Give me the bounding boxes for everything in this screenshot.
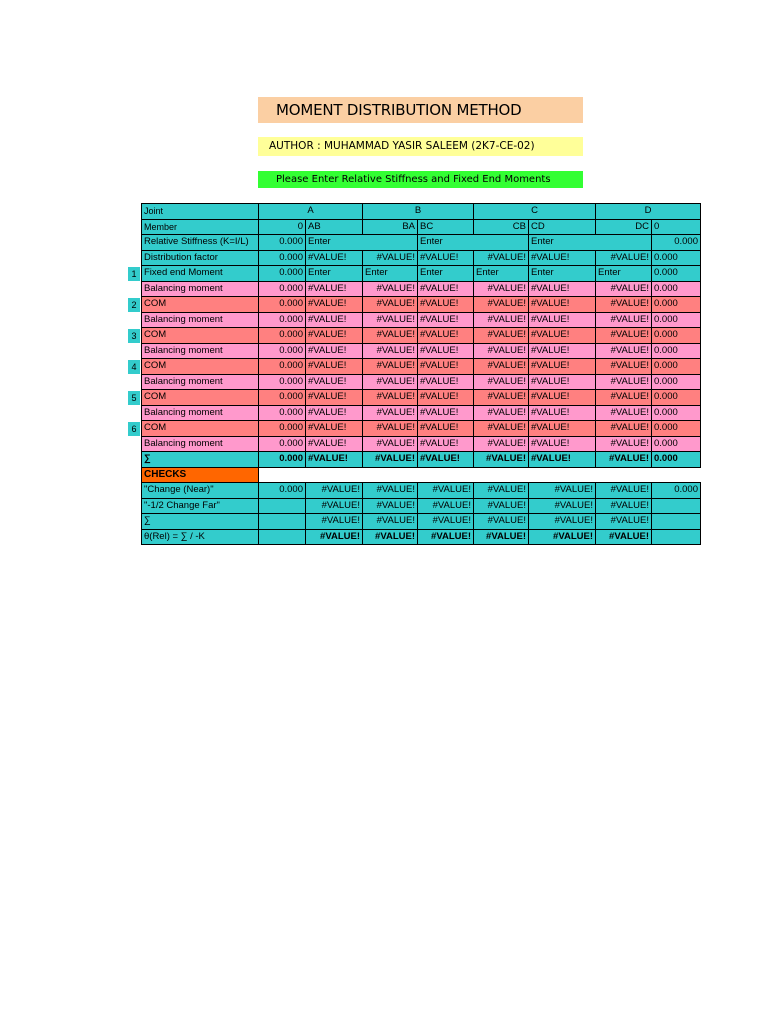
cell: 0.000 bbox=[652, 421, 701, 437]
com-row bbox=[142, 390, 701, 406]
row-label: COM bbox=[142, 421, 259, 437]
fem-dc-input[interactable]: Enter bbox=[596, 266, 652, 282]
cell bbox=[259, 498, 306, 514]
member-row bbox=[142, 219, 701, 235]
cell: #VALUE! bbox=[596, 421, 652, 437]
row-label: COM bbox=[142, 328, 259, 344]
cell: #VALUE! bbox=[529, 421, 596, 437]
cell: #VALUE! bbox=[363, 343, 418, 359]
cell: #VALUE! bbox=[474, 483, 529, 499]
cell: #VALUE! bbox=[596, 514, 652, 530]
cell: #VALUE! bbox=[529, 514, 596, 530]
cell: 0.000 bbox=[259, 390, 306, 406]
member-bc: BC bbox=[418, 219, 474, 235]
row-number-3: 3 bbox=[128, 329, 140, 343]
cell: #VALUE! bbox=[529, 483, 596, 499]
cell: 0.000 bbox=[259, 266, 306, 282]
cell: #VALUE! bbox=[306, 452, 363, 468]
sheet-title: MOMENT DISTRIBUTION METHOD bbox=[258, 97, 583, 123]
row-label: ∑ bbox=[142, 452, 259, 468]
cell: #VALUE! bbox=[596, 390, 652, 406]
row-label: Distribution factor bbox=[142, 250, 259, 266]
cell: #VALUE! bbox=[363, 405, 418, 421]
cell: #VALUE! bbox=[363, 514, 418, 530]
row-number-2: 2 bbox=[128, 298, 140, 312]
cell: #VALUE! bbox=[596, 312, 652, 328]
cell: 0.000 bbox=[652, 343, 701, 359]
cell: #VALUE! bbox=[418, 374, 474, 390]
cell: #VALUE! bbox=[596, 297, 652, 313]
cell: 0.000 bbox=[259, 436, 306, 452]
cell: #VALUE! bbox=[596, 343, 652, 359]
author-line: AUTHOR : MUHAMMAD YASIR SALEEM (2K7-CE-02) bbox=[258, 137, 583, 156]
stiffness-row bbox=[142, 235, 701, 251]
cell: #VALUE! bbox=[306, 328, 363, 344]
cell: #VALUE! bbox=[418, 436, 474, 452]
row-label: Balancing moment bbox=[142, 436, 259, 452]
cell: #VALUE! bbox=[596, 529, 652, 545]
cell: #VALUE! bbox=[596, 250, 652, 266]
cell: #VALUE! bbox=[363, 312, 418, 328]
row-label: COM bbox=[142, 359, 259, 375]
cell: #VALUE! bbox=[474, 421, 529, 437]
cell: 0.000 bbox=[259, 312, 306, 328]
check-far-row bbox=[142, 498, 701, 514]
checks-header-row bbox=[142, 467, 701, 483]
cell: #VALUE! bbox=[474, 452, 529, 468]
com-row bbox=[142, 297, 701, 313]
cell: #VALUE! bbox=[596, 452, 652, 468]
cell: 0.000 bbox=[652, 281, 701, 297]
cell: #VALUE! bbox=[363, 328, 418, 344]
cell: 0.000 bbox=[259, 405, 306, 421]
cell: 0.000 bbox=[259, 343, 306, 359]
cell: #VALUE! bbox=[418, 483, 474, 499]
cell: #VALUE! bbox=[529, 405, 596, 421]
joint-b: B bbox=[363, 204, 474, 220]
cell: #VALUE! bbox=[418, 529, 474, 545]
moment-distribution-table bbox=[141, 203, 701, 545]
cell: 0.000 bbox=[652, 390, 701, 406]
blank-cell bbox=[259, 467, 701, 483]
cell: #VALUE! bbox=[529, 529, 596, 545]
cell bbox=[652, 514, 701, 530]
fem-ba-input[interactable]: Enter bbox=[363, 266, 418, 282]
cell: #VALUE! bbox=[306, 281, 363, 297]
cell: #VALUE! bbox=[474, 250, 529, 266]
cell: 0.000 bbox=[259, 281, 306, 297]
cell: #VALUE! bbox=[529, 359, 596, 375]
row-label: Fixed end Moment bbox=[142, 266, 259, 282]
cell: 0.000 bbox=[652, 452, 701, 468]
fem-cd-input[interactable]: Enter bbox=[529, 266, 596, 282]
cell: #VALUE! bbox=[418, 452, 474, 468]
row-label: Balancing moment bbox=[142, 343, 259, 359]
com-row bbox=[142, 421, 701, 437]
row-label: Balancing moment bbox=[142, 281, 259, 297]
cell: #VALUE! bbox=[474, 297, 529, 313]
cell: #VALUE! bbox=[529, 343, 596, 359]
cell: #VALUE! bbox=[474, 529, 529, 545]
cell: 0.000 bbox=[652, 374, 701, 390]
cell: 0.000 bbox=[652, 297, 701, 313]
cell: #VALUE! bbox=[418, 343, 474, 359]
cell: #VALUE! bbox=[596, 328, 652, 344]
cell: #VALUE! bbox=[363, 436, 418, 452]
balancing-row bbox=[142, 281, 701, 297]
joint-a: A bbox=[259, 204, 363, 220]
row-label: Balancing moment bbox=[142, 405, 259, 421]
stiffness-cd-input[interactable]: Enter bbox=[529, 235, 652, 251]
cell: #VALUE! bbox=[306, 421, 363, 437]
member-cb: CB bbox=[474, 219, 529, 235]
cell: #VALUE! bbox=[306, 312, 363, 328]
cell: #VALUE! bbox=[363, 281, 418, 297]
cell: #VALUE! bbox=[474, 359, 529, 375]
cell: #VALUE! bbox=[474, 436, 529, 452]
row-label: Balancing moment bbox=[142, 312, 259, 328]
cell: #VALUE! bbox=[418, 297, 474, 313]
cell: 0.000 bbox=[259, 328, 306, 344]
cell bbox=[652, 529, 701, 545]
row-label: ∑ bbox=[142, 514, 259, 530]
member-ab: AB bbox=[306, 219, 363, 235]
cell: #VALUE! bbox=[596, 405, 652, 421]
cell: #VALUE! bbox=[418, 312, 474, 328]
cell: #VALUE! bbox=[418, 514, 474, 530]
cell: #VALUE! bbox=[306, 483, 363, 499]
cell: #VALUE! bbox=[306, 498, 363, 514]
cell: #VALUE! bbox=[363, 452, 418, 468]
cell: #VALUE! bbox=[529, 436, 596, 452]
cell: 0.000 bbox=[652, 312, 701, 328]
cell: #VALUE! bbox=[363, 421, 418, 437]
cell: #VALUE! bbox=[529, 452, 596, 468]
cell: 0.000 bbox=[652, 436, 701, 452]
cell: #VALUE! bbox=[418, 390, 474, 406]
sum-row bbox=[142, 452, 701, 468]
row-number-6: 6 bbox=[128, 422, 140, 436]
cell: 0.000 bbox=[652, 235, 701, 251]
checks-heading: CHECKS bbox=[142, 467, 259, 483]
balancing-row bbox=[142, 343, 701, 359]
cell: 0.000 bbox=[652, 483, 701, 499]
cell: #VALUE! bbox=[418, 359, 474, 375]
row-number-4: 4 bbox=[128, 360, 140, 374]
fem-ab-input[interactable]: Enter bbox=[306, 266, 363, 282]
cell: #VALUE! bbox=[306, 405, 363, 421]
distribution-row bbox=[142, 250, 701, 266]
row-label: "-1/2 Change Far" bbox=[142, 498, 259, 514]
balancing-row bbox=[142, 374, 701, 390]
member-cd: CD bbox=[529, 219, 596, 235]
stiffness-ab-input[interactable]: Enter bbox=[306, 235, 418, 251]
check-near-row bbox=[142, 483, 701, 499]
com-row bbox=[142, 328, 701, 344]
cell bbox=[652, 498, 701, 514]
row-number-5: 5 bbox=[128, 391, 140, 405]
cell: #VALUE! bbox=[474, 498, 529, 514]
cell: #VALUE! bbox=[529, 328, 596, 344]
check-sum-row bbox=[142, 514, 701, 530]
cell: #VALUE! bbox=[474, 514, 529, 530]
cell: 0.000 bbox=[259, 359, 306, 375]
cell: #VALUE! bbox=[363, 297, 418, 313]
cell: #VALUE! bbox=[363, 529, 418, 545]
cell: #VALUE! bbox=[474, 390, 529, 406]
cell: #VALUE! bbox=[363, 483, 418, 499]
cell: #VALUE! bbox=[306, 250, 363, 266]
instruction-line: Please Enter Relative Stiffness and Fixed End Moments bbox=[258, 171, 583, 188]
joint-row bbox=[142, 204, 701, 220]
cell: 0 bbox=[652, 219, 701, 235]
cell: #VALUE! bbox=[418, 405, 474, 421]
cell: #VALUE! bbox=[474, 374, 529, 390]
cell: 0.000 bbox=[259, 235, 306, 251]
fem-row bbox=[142, 266, 701, 282]
cell: #VALUE! bbox=[529, 281, 596, 297]
member-ba: BA bbox=[363, 219, 418, 235]
fem-cb-input[interactable]: Enter bbox=[474, 266, 529, 282]
cell: 0.000 bbox=[652, 266, 701, 282]
row-label: COM bbox=[142, 297, 259, 313]
fem-bc-input[interactable]: Enter bbox=[418, 266, 474, 282]
cell: #VALUE! bbox=[306, 374, 363, 390]
cell: 0.000 bbox=[652, 250, 701, 266]
cell bbox=[259, 529, 306, 545]
row-label: Member bbox=[142, 219, 259, 235]
stiffness-bc-input[interactable]: Enter bbox=[418, 235, 529, 251]
row-label: Joint bbox=[142, 204, 259, 220]
cell: #VALUE! bbox=[529, 374, 596, 390]
cell: #VALUE! bbox=[596, 359, 652, 375]
cell: #VALUE! bbox=[529, 250, 596, 266]
cell: #VALUE! bbox=[306, 514, 363, 530]
cell: #VALUE! bbox=[418, 250, 474, 266]
cell: #VALUE! bbox=[306, 343, 363, 359]
cell: 0.000 bbox=[259, 421, 306, 437]
cell: #VALUE! bbox=[596, 281, 652, 297]
cell: #VALUE! bbox=[306, 390, 363, 406]
cell: #VALUE! bbox=[529, 498, 596, 514]
cell: #VALUE! bbox=[306, 529, 363, 545]
cell: #VALUE! bbox=[306, 359, 363, 375]
cell: 0.000 bbox=[652, 328, 701, 344]
member-dc: DC bbox=[596, 219, 652, 235]
row-label: "Change (Near)" bbox=[142, 483, 259, 499]
cell: #VALUE! bbox=[596, 374, 652, 390]
cell: #VALUE! bbox=[363, 359, 418, 375]
cell: 0.000 bbox=[259, 297, 306, 313]
cell: #VALUE! bbox=[474, 343, 529, 359]
cell: #VALUE! bbox=[306, 297, 363, 313]
cell: #VALUE! bbox=[418, 328, 474, 344]
check-theta-row bbox=[142, 529, 701, 545]
cell: #VALUE! bbox=[418, 498, 474, 514]
cell: #VALUE! bbox=[474, 281, 529, 297]
cell: #VALUE! bbox=[474, 328, 529, 344]
joint-c: C bbox=[474, 204, 596, 220]
cell: #VALUE! bbox=[363, 374, 418, 390]
cell: #VALUE! bbox=[363, 250, 418, 266]
row-label: COM bbox=[142, 390, 259, 406]
cell: 0.000 bbox=[259, 250, 306, 266]
cell: #VALUE! bbox=[418, 281, 474, 297]
cell: #VALUE! bbox=[529, 297, 596, 313]
cell: #VALUE! bbox=[363, 390, 418, 406]
cell: #VALUE! bbox=[306, 436, 363, 452]
cell: 0.000 bbox=[259, 483, 306, 499]
cell: #VALUE! bbox=[596, 436, 652, 452]
cell bbox=[259, 514, 306, 530]
cell: #VALUE! bbox=[596, 483, 652, 499]
cell: #VALUE! bbox=[363, 498, 418, 514]
balancing-row bbox=[142, 312, 701, 328]
cell: 0.000 bbox=[259, 452, 306, 468]
cell: #VALUE! bbox=[529, 312, 596, 328]
joint-d: D bbox=[596, 204, 701, 220]
com-row bbox=[142, 359, 701, 375]
row-number-1: 1 bbox=[128, 267, 140, 281]
row-label: Balancing moment bbox=[142, 374, 259, 390]
cell: 0.000 bbox=[259, 374, 306, 390]
cell: #VALUE! bbox=[474, 312, 529, 328]
cell: #VALUE! bbox=[418, 421, 474, 437]
row-label: Relative Stiffness (K=I/L) bbox=[142, 235, 259, 251]
cell: #VALUE! bbox=[596, 498, 652, 514]
cell: 0 bbox=[259, 219, 306, 235]
cell: #VALUE! bbox=[529, 390, 596, 406]
balancing-row bbox=[142, 436, 701, 452]
cell: 0.000 bbox=[652, 405, 701, 421]
cell: #VALUE! bbox=[474, 405, 529, 421]
row-label: θ(Rel) = ∑ / -K bbox=[142, 529, 259, 545]
balancing-row bbox=[142, 405, 701, 421]
cell: 0.000 bbox=[652, 359, 701, 375]
